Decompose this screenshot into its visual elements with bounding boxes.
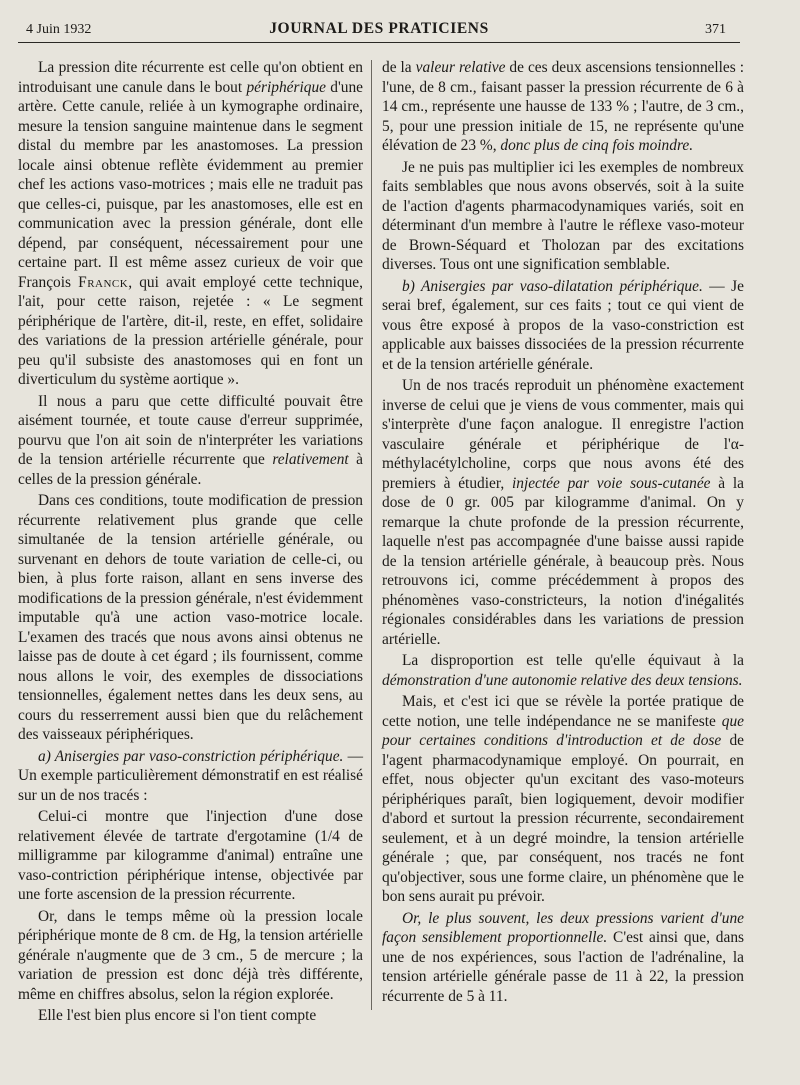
page-number: 371 (705, 22, 726, 37)
paragraph: Mais, et c'est ici que se révèle la portée pratique de cette notion, une telle indépendance ne se manifeste que pour certaines conditions d'introduction et de dose de l'agent pharmacodynamique employé. On pourrait, en effet, nous objecter qu'un excitant des vaso-moteurs périphériques paraît, bien logiquement, devoir modifier d'abord et surtout la pression récurrente, secondairement seulement, et à un degré moindre, la tension artérielle générale ; que, par conséquent, nos tracés ne font qu'objectiver, sous une forme claire, un phénomène que le bon sens aurait pu prévoir. (382, 693, 745, 905)
left-column (18, 58, 363, 1028)
paragraph: Celui-ci montre que l'injection d'une dose relativement élevée de tartrate d'ergotamine (1/4 de milligramme par kilogramme d'animal) entraîne une vaso-contriction périphérique intense, objectivée par une forte ascension de la pression récurrente. (18, 808, 363, 903)
section-heading-paragraph: b) Anisergies par vaso-dilatation périphérique. — Je serai bref, également, sur ces faits ; tout ce qui vient de vous être exposé à propos de la vaso-constriction est applicable aux baisses dissociées de la pression récurrente et de la tension artérielle générale. (382, 277, 744, 373)
paragraph: La disproportion est telle qu'elle équivaut à la démonstration d'une autonomie relative des deux tensions. (382, 652, 744, 689)
paragraph: Un de nos tracés reproduit un phénomène exactement inverse de celui que je viens de vous commenter, mais qui s'interprète d'une façon analogue. Il enregistre l'action vasculaire générale et périphérique de l'α-méthylacétylcholine, corps que nous avons été des premiers à étudier, injectée par voie sous-cutanée à la dose de 0 gr. 005 par kilogramme d'animal. On y remarque la chute profonde de la pression récurrente, laquelle n'est pas accompagnée d'une baisse aussi rapide de la tension artérielle générale, à beaucoup près. Nous retrouvons ici, comme précédemment à propos des phénomènes vaso-constricteurs, la notion d'inégalités régionales considérables dans les variations de pression artérielle. (382, 377, 745, 648)
section-heading-paragraph: a) Anisergies par vaso-constriction périphérique. — Un exemple particulièrement démonstratif en est réalisé sur un de nos tracés : (18, 747, 363, 804)
paragraph: Dans ces conditions, toute modification de pression récurrente relativement plus grande que celle simultanée de la tension artérielle générale, ou survenant en dehors de toute variation de celle-ci, ou bien, à plus forte raison, allant en sens inverse des modifications de la pression générale, n'est évidemment imputable qu'à une action vaso-motrice locale. L'examen des tracés que nous avons ainsi obtenus ne laisse pas de doute à cet égard ; ils fournissent, comme nous allons le voir, des exemples de dissociations tensionnelles, également nettes dans les deux sens, au cours du resserrement aussi bien que du relâchement des vaisseaux périphériques. (18, 492, 363, 743)
paragraph: de la valeur relative de ces deux ascensions tensionnelles : l'une, de 8 cm., faisant passer la pression récurrente de 6 à 14 cm., représente une hausse de 133 % ; l'autre, de 3 cm., 5, pour une pression initiale de 15, ne représente qu'une élévation de 23 %, donc plus de cinq fois moindre. (382, 59, 744, 154)
paragraph: Or, le plus souvent, les deux pressions varient d'une façon sensiblement proportionnelle. C'est ainsi que, dans une de nos expériences, sous l'action de l'adrénaline, la tension artérielle générale passe de 11 à 22, la pression récurrente de 5 à 11. (382, 909, 745, 1005)
paragraph: Elle l'est bien plus encore si l'on tient compte (38, 1007, 317, 1024)
column-divider (371, 60, 372, 1010)
paragraph: Il nous a paru que cette difficulté pouvait être aisément tournée, et toute cause d'erreur supprimée, pourvu que l'on ait soin de n'interpréter les variations de la tension artérielle récurrente que relativement à celles de la pression générale. (18, 392, 363, 488)
journal-title: JOURNAL DES PRATICIENS (269, 20, 489, 37)
running-header (18, 16, 740, 42)
paragraph: La pression dite récurrente est celle qu'on obtient en introduisant une canule dans le bout périphérique d'une artère. Cette canule, reliée à un kymographe ordinaire, mesure la tension sanguine maintenue dans le segment distal du membre par les anastomoses. La pression locale ainsi obtenue reflète évidemment au premier chef les actions vaso-motrices ; mais elle ne traduit pas que celles-ci, puisque, par les anastomoses, elle est en communication avec la pression générale, dont elle dépend, par conséquent, nécessairement pour une certaine part. Il est même assez curieux de voir que François Franck, qui avait employé cette technique, l'ait, pour cette raison, rejetée : « Le segment périphérique de l'artère, dit-il, reste, en effet, solidaire des variations de la pression artérielle générale, pour peu qu'il subsiste des anastomoses qui en font un diverticulum du système aortique ». (18, 59, 363, 388)
paragraph: Je ne puis pas multiplier ici les exemples de nombreux faits semblables que nous avons observés, soit à la suite de l'action d'agents pharmacodynamiques variés, soit en déterminant d'un membre à l'autre le réflexe vaso-moteur de Brown-Séquard et Tholozan par des excitations diverses. Tous ont une signification semblable. (382, 158, 744, 273)
paragraph: Or, dans le temps même où la pression locale périphérique monte de 8 cm. de Hg, la tension artérielle générale n'augmente que de 3 cm., 5 de mercure ; la variation de pression est donc déjà très différente, même en chiffres absolus, selon la région explorée. (18, 907, 363, 1003)
right-column (382, 58, 744, 1008)
issue-date: 4 Juin 1932 (26, 22, 92, 37)
header-rule (18, 42, 740, 43)
